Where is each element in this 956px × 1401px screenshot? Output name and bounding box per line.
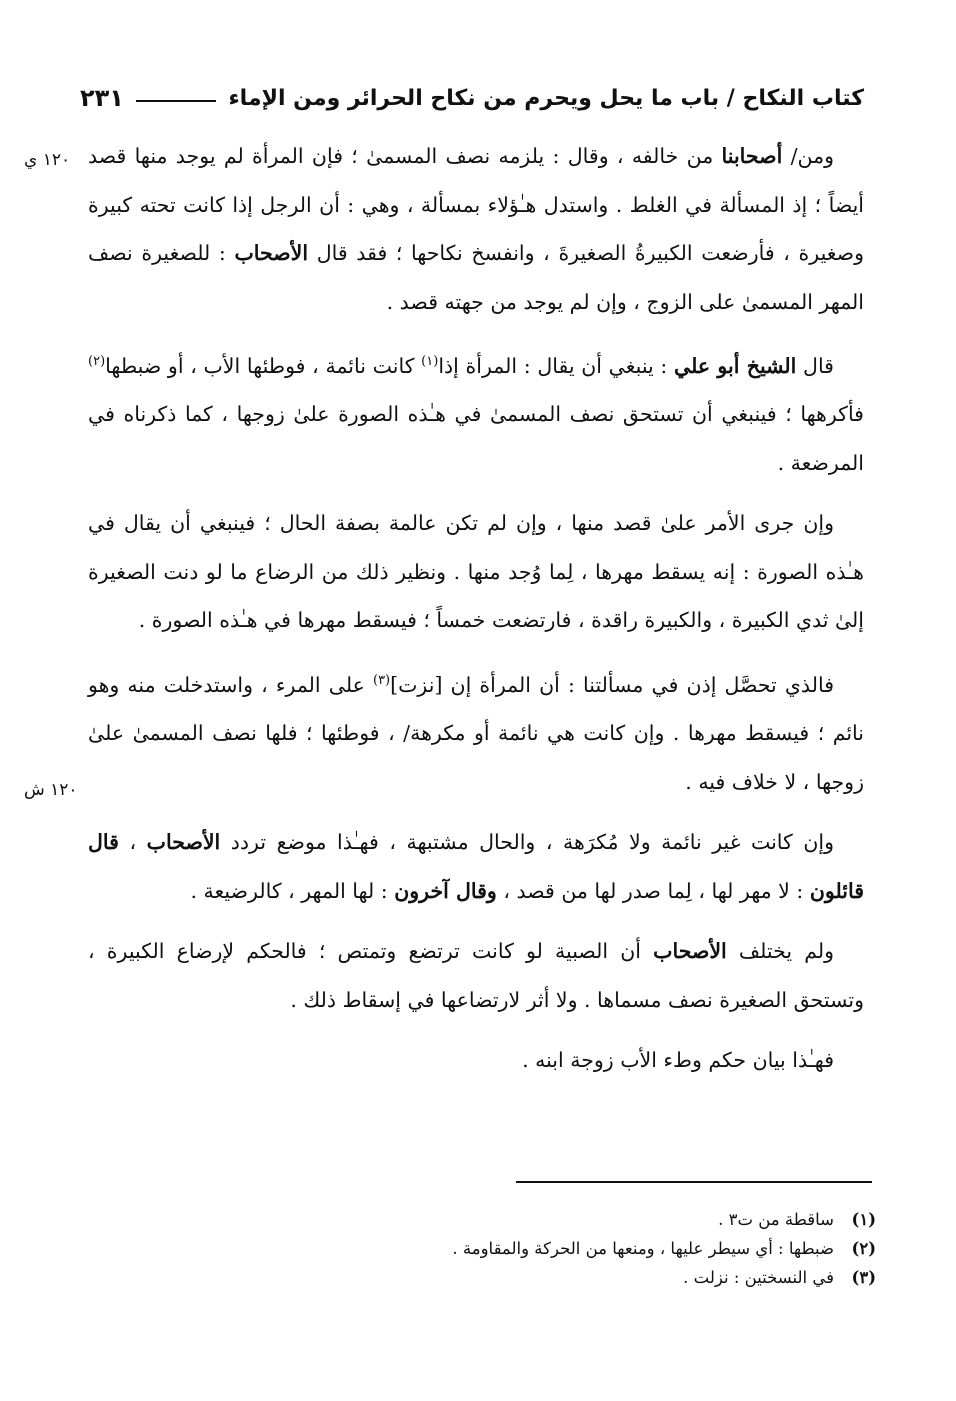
paragraph (88, 1036, 864, 1085)
text-run: ولم يختلف (726, 939, 834, 964)
footnote-ref: (١) (421, 354, 439, 369)
footnote-text: ضبطها : أي سيطر عليها ، ومنعها من الحركة والمقاومة . (452, 1239, 834, 1258)
running-header (80, 78, 864, 118)
text-run: فأكرهها ؛ فينبغي أن تستحق نصف المسمىٰ في هـٰذه الصورة علىٰ زوجها ، كما ذكرناه في المرضعة . (88, 402, 864, 475)
bold-term: أصحابنا (721, 144, 783, 168)
paragraph (88, 499, 864, 645)
footnote-text: ساقطة من ت٣ . (718, 1210, 834, 1229)
footnote-number: (١) (851, 1210, 876, 1229)
bold-term: قال قائلون (88, 830, 864, 903)
footnotes (96, 1205, 876, 1292)
page-number: ٢٣١ (80, 84, 124, 112)
text-run: ، (118, 830, 147, 855)
footnote-text: في النسختين : نزلت . (683, 1268, 834, 1287)
bold-term: الأصحاب (234, 241, 309, 265)
bold-term: وقال آخرون (394, 878, 497, 903)
paragraph (88, 818, 864, 915)
text-run: كانت نائمة ، فوطئها الأب ، أو ضبطها (105, 353, 422, 378)
text-run: وإن كانت غير نائمة ولا مُكرَهة ، والحال مشتبهة ، فهـٰذا موضع تردد (220, 830, 834, 855)
paragraph (88, 657, 864, 806)
text-run: على المرء ، واستدخلت منه وهو نائم ؛ فيسقط مهرها . وإن كانت هي نائمة أو مكرهة/ ، فوطئها ؛ فلها نصف المسمىٰ علىٰ زوجها ، لا خلاف فيه . (88, 672, 864, 794)
footnote-ref: (٣) (372, 672, 391, 688)
text-run: : لها المهر ، كالرضيعة . (190, 878, 395, 903)
text-run: قال (796, 353, 834, 378)
margin-note-bottom: ١٢٠ ش (24, 780, 78, 800)
paragraph (88, 132, 864, 326)
bold-term: الأصحاب (146, 830, 221, 855)
footnote-3 (96, 1263, 876, 1292)
margin-note-top: ١٢٠ ي (24, 150, 71, 170)
paragraph (88, 338, 864, 487)
text-run: فهـٰذا بيان حكم وطء الأب زوجة ابنه . (522, 1048, 834, 1073)
text-run: : ينبغي أن يقال : المرأة إذا (438, 353, 674, 378)
footnote-number: (٣) (851, 1268, 876, 1287)
paragraph (88, 927, 864, 1024)
bold-term: الشيخ أبو علي (674, 353, 797, 378)
text-run: : للصغيرة نصف المهر المسمىٰ على الزوج ، وإن لم يوجد من جهته قصد . (88, 241, 864, 314)
footnote-number: (٢) (851, 1239, 876, 1258)
text-run: فالذي تحصَّل إذن في مسألتنا : أن المرأة إن [نزت] (390, 672, 834, 697)
header-title: كتاب النكاح / باب ما يحل ويحرم من نكاح الحرائر ومن الإماء (228, 85, 864, 111)
bold-term: الأصحاب (653, 939, 727, 964)
header-rule (136, 100, 216, 102)
text-run: ومن/ (782, 144, 834, 168)
footnote-2 (96, 1234, 876, 1263)
footnote-separator (516, 1181, 872, 1183)
text-run: : لا مهر لها ، لِما صدر لها من قصد ، (496, 878, 810, 903)
text-run: أن الصبية لو كانت ترتضع وتمتص ؛ فالحكم لإرضاع الكبيرة ، وتستحق الصغيرة نصف مسماها . ولا أثر لارتضاعها في إسقاط ذلك . (88, 939, 864, 1012)
text-run: من خالفه ، وقال : يلزمه نصف المسمىٰ ؛ فإن المرأة لم يوجد منها قصد أيضاً ؛ إذ المسألة في الغلط . واستدل هـٰؤلاء بمسألة ، وهي : أن الرجل إذا كانت تحته كبيرة وصغيرة ، فأرضعت الكبيرةُ الصغيرةَ ، وانفسخ نكاحها ؛ فقد قال (88, 144, 864, 265)
footnote-ref: (٢) (88, 354, 106, 369)
main-text (88, 132, 864, 1097)
text-run: وإن جرى الأمر علىٰ قصد منها ، وإن لم تكن عالمة بصفة الحال ؛ فينبغي أن يقال في هـٰذه الصورة : إنه يسقط مهرها ، لِما وُجد منها . ونظير ذلك من الرضاع ما لو دنت الصغيرة إلىٰ ثدي الكبيرة ، والكبيرة راقدة ، فارتضعت خمساً ؛ فيسقط مهرها في هـٰذه الصورة . (88, 511, 864, 633)
footnote-1 (96, 1205, 876, 1234)
